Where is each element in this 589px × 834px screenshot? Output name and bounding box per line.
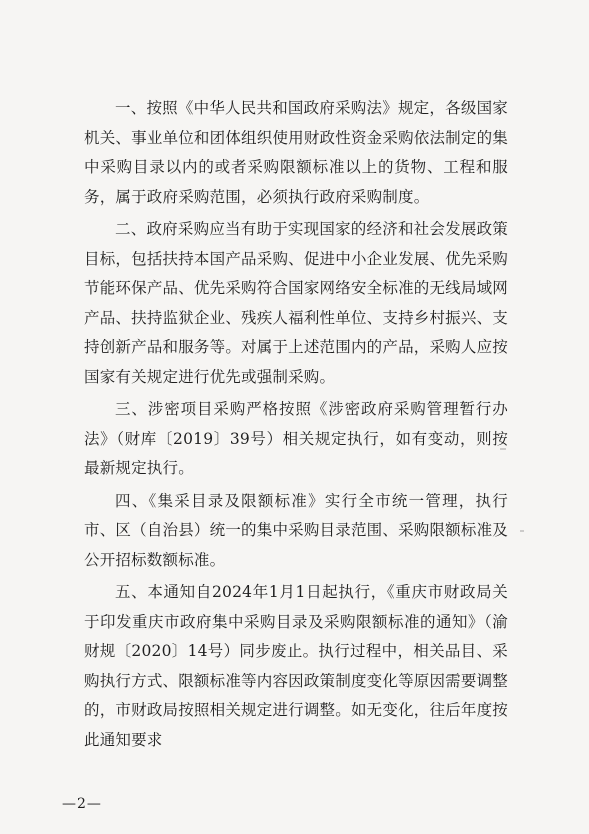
page-number: —2— — [62, 796, 102, 812]
paragraph-5: 五、本通知自2024年1月1日起执行，《重庆市财政局关于印发重庆市政府集中采购目录及采购限额标准的通知》（渝财规〔2020〕14号）同步废止。执行过程中，相关品目、采购执行方式、限额标准等内容因政策制度变化等原因需要调整的，市财政局按照相关规定进行调整。如无变化，往后年度按此通知要求 — [84, 583, 508, 749]
document-body — [84, 94, 508, 758]
paragraph-1: 一、按照《中华人民共和国政府采购法》规定，各级国家机关、事业单位和团体组织使用财政性资金采购依法制定的集中采购目录以内的或者采购限额标准以上的货物、工程和服务，属于政府采购范围，必须执行政府采购制度。 — [84, 99, 508, 206]
paragraph-3: 三、涉密项目采购严格按照《涉密政府采购管理暂行办法》（财库〔2019〕39号）相关规定执行，如有变动，则按最新规定执行。 — [84, 400, 508, 477]
paragraph-4: 四、《集采目录及限额标准》实行全市统一管理，执行市、区（自治县）统一的集中采购目录范围、采购限额标准及公开招标数额标准。 — [84, 491, 508, 569]
paragraph-2: 二、政府采购应当有助于实现国家的经济和社会发展政策目标，包括扶持本国产品采购、促进中小企业发展、优先采购节能环保产品、优先采购符合国家网络安全标准的无线局域网产品、扶持监狱企业、残疾人福利性单位、支持乡村振兴、支持创新产品和服务等。对属于上述范围内的产品，采购人应按国家有关规定进行优先或强制采购。 — [84, 220, 508, 386]
scan-speck — [520, 530, 524, 532]
scan-speck — [500, 448, 506, 450]
